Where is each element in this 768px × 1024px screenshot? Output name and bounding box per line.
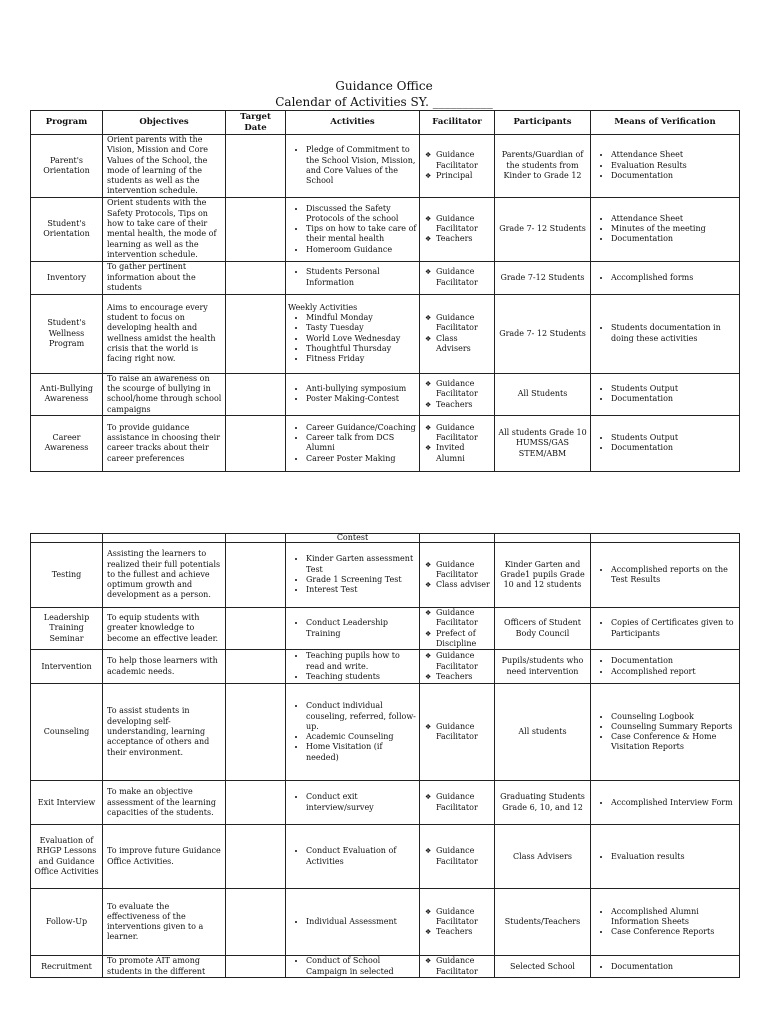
list-item: • Counseling Logbook (611, 712, 737, 722)
activities-cell (286, 261, 420, 294)
objectives-cell: To help those learners with academic needs. (103, 650, 226, 684)
program-cell: Student's Orientation (31, 197, 103, 261)
objectives-cell: To make an objective assessment of the learning capacities of the students. (103, 781, 226, 825)
activities-cell (286, 889, 420, 956)
list-item: ❖ Guidance Facilitator (436, 907, 492, 928)
activities-cell (286, 197, 420, 261)
facilitator-cell (420, 261, 495, 294)
activities-cell-list (288, 267, 417, 288)
target-date-cell (226, 608, 286, 650)
program-cell: Exit Interview (31, 781, 103, 825)
list-item: ❖ Guidance Facilitator (436, 267, 492, 288)
verification-cell-list (593, 618, 737, 639)
program-cell: Career Awareness (31, 415, 103, 471)
table-row (31, 135, 740, 198)
activities-cell-list (288, 917, 417, 927)
list-item: • Discussed the Safety Protocols of the school (306, 204, 417, 225)
list-item: ❖ Guidance Facilitator (436, 560, 492, 581)
participants-cell: Graduating Students Grade 6, 10, and 12 (495, 781, 591, 825)
activities-cell (286, 650, 420, 684)
facilitator-cell-list (422, 560, 492, 591)
verification-cell (591, 608, 740, 650)
list-item: • Accomplished Alumni Information Sheets (611, 907, 737, 928)
activities-cell-list (288, 792, 417, 813)
table-row (31, 415, 740, 471)
facilitator-cell (420, 415, 495, 471)
table-row (31, 956, 740, 978)
list-item: • Academic Counseling (306, 732, 417, 742)
facilitator-cell (420, 684, 495, 781)
list-item: • Attendance Sheet (611, 150, 737, 160)
list-item: • Anti-bullying symposium (306, 384, 417, 394)
table-row (31, 781, 740, 825)
list-item: • Career Poster Making (306, 454, 417, 464)
list-item: • Conduct exit interview/survey (306, 792, 417, 813)
target-date-cell (226, 373, 286, 415)
facilitator-cell-list (422, 722, 492, 743)
objectives-cell: To improve future Guidance Office Activities. (103, 825, 226, 889)
list-item: • Documentation (611, 443, 737, 453)
activities-cell (286, 684, 420, 781)
facilitator-cell (420, 197, 495, 261)
facilitator-cell (420, 825, 495, 889)
verification-cell (591, 956, 740, 978)
facilitator-cell-list (422, 907, 492, 938)
column-header: Objectives (103, 111, 226, 135)
table-row (31, 294, 740, 373)
list-item: ❖ Guidance Facilitator (436, 651, 492, 672)
verification-cell (591, 781, 740, 825)
verification-cell-list (593, 852, 737, 862)
target-date-cell (226, 261, 286, 294)
verification-cell-list (593, 907, 737, 938)
participants-cell: All students Grade 10 HUMSS/GAS STEM/ABM (495, 415, 591, 471)
participants-cell: Kinder Garten and Grade1 pupils Grade 10 and 12 students (495, 543, 591, 608)
table-row (31, 261, 740, 294)
objectives-cell: To assist students in developing self-understanding, learning acceptance of others and their environment. (103, 684, 226, 781)
verification-cell (591, 684, 740, 781)
verification-cell-list (593, 565, 737, 586)
list-item: ❖ Class Advisers (436, 334, 492, 355)
activities-cell-list (288, 956, 417, 977)
list-item: • Attendance Sheet (611, 214, 737, 224)
list-item: • Documentation (611, 394, 737, 404)
program-cell: Leadership Training Seminar (31, 608, 103, 650)
list-item: ❖ Teachers (436, 234, 492, 244)
objectives-cell: To raise an awareness on the scourge of bullying in school/home through school campaigns (103, 373, 226, 415)
list-item: • Students Output (611, 433, 737, 443)
facilitator-cell (420, 373, 495, 415)
activities-table-1 (30, 110, 740, 472)
verification-cell (591, 135, 740, 198)
list-item: ❖ Teachers (436, 400, 492, 410)
activities-cell (286, 415, 420, 471)
activities-cell-list (288, 145, 417, 186)
list-item: • Mindful Monday (306, 313, 417, 323)
facilitator-cell-list (422, 846, 492, 867)
table-row (31, 608, 740, 650)
facilitator-cell-list (422, 423, 492, 464)
activities-cell (286, 543, 420, 608)
target-date-cell (226, 781, 286, 825)
list-item: • Homeroom Guidance (306, 245, 417, 255)
activities-cell-list (288, 618, 417, 639)
table-row (31, 684, 740, 781)
verification-cell (591, 543, 740, 608)
list-item: • Documentation (611, 171, 737, 181)
activities-cell-list (288, 701, 417, 763)
program-cell: Recruitment (31, 956, 103, 978)
verification-cell-list (593, 384, 737, 405)
activities-cell-list (288, 204, 417, 255)
list-item: • Conduct Evaluation of Activities (306, 846, 417, 867)
participants-cell: Grade 7- 12 Students (495, 197, 591, 261)
verification-cell-list (593, 150, 737, 181)
column-header: Means of Verification (591, 111, 740, 135)
list-item: ❖ Class adviser (436, 580, 492, 590)
table-row (31, 889, 740, 956)
list-item: ❖ Principal (436, 171, 492, 181)
participants-cell: Grade 7- 12 Students (495, 294, 591, 373)
target-date-cell (226, 889, 286, 956)
column-header: Activities (286, 111, 420, 135)
table-row (31, 825, 740, 889)
facilitator-cell-list (422, 214, 492, 245)
activities-intro: Weekly Activities (288, 302, 358, 312)
list-item: • Tasty Tuesday (306, 323, 417, 333)
list-item: ❖ Guidance Facilitator (436, 150, 492, 171)
target-date-cell (226, 135, 286, 198)
verification-cell-list (593, 712, 737, 753)
objectives-cell: Orient parents with the Vision, Mission and Core Values of the School, the mode of learning of the students as well as the intervention schedule. (103, 135, 226, 198)
column-header: Facilitator (420, 111, 495, 135)
list-item: • Accomplished forms (611, 273, 737, 283)
list-item: • Home Visitation (if needed) (306, 742, 417, 763)
target-date-cell (226, 825, 286, 889)
facilitator-cell-list (422, 267, 492, 288)
list-item: • Kinder Garten assessment Test (306, 554, 417, 575)
verification-cell-list (593, 433, 737, 454)
list-item: • Tips on how to take care of their mental health (306, 224, 417, 245)
target-date-cell (226, 684, 286, 781)
facilitator-cell (420, 135, 495, 198)
program-cell: Anti-Bullying Awareness (31, 373, 103, 415)
facilitator-cell-list (422, 150, 492, 181)
objectives-cell: Aims to encourage every student to focus on developing health and wellness amidst the health crisis that the world is facing right now. (103, 294, 226, 373)
objectives-cell: To evaluate the effectiveness of the interventions given to a learner. (103, 889, 226, 956)
list-item: • Documentation (611, 656, 737, 666)
table-row (31, 543, 740, 608)
facilitator-cell-list (422, 651, 492, 682)
verification-cell-list (593, 214, 737, 245)
verification-cell-list (593, 656, 737, 677)
target-date-cell (226, 415, 286, 471)
facilitator-cell-list (422, 792, 492, 813)
program-cell: Parent's Orientation (31, 135, 103, 198)
objectives-cell: To gather pertinent information about the students (103, 261, 226, 294)
list-item: • Career talk from DCS Alumni (306, 433, 417, 454)
document-subtitle: Calendar of Activities SY. __________ (275, 95, 493, 109)
facilitator-cell-list (422, 313, 492, 354)
list-item: • Thoughtful Thursday (306, 344, 417, 354)
program-cell: Inventory (31, 261, 103, 294)
facilitator-cell (420, 608, 495, 650)
list-item: • Poster Making-Contest (306, 394, 417, 404)
facilitator-cell (420, 294, 495, 373)
list-item: • Accomplished report (611, 667, 737, 677)
list-item: • Pledge of Commitment to the School Vision, Mission, and Core Values of the School (306, 145, 417, 186)
table-row (31, 373, 740, 415)
activities-cell (286, 781, 420, 825)
participants-cell: All Students (495, 373, 591, 415)
program-cell: Follow-Up (31, 889, 103, 956)
list-item: • Interest Test (306, 585, 417, 595)
list-item: ❖ Guidance Facilitator (436, 423, 492, 444)
table-row (31, 197, 740, 261)
list-item: • Career Guidance/Coaching (306, 423, 417, 433)
list-item: • Case Conference Reports (611, 927, 737, 937)
list-item: ❖ Guidance Facilitator (436, 846, 492, 867)
list-item: • Conduct individual couseling, referred, follow-up. (306, 701, 417, 732)
activities-cell-list (288, 651, 417, 682)
facilitator-cell-list (422, 956, 492, 977)
list-item: • Individual Assessment (306, 917, 417, 927)
participants-cell: Class Advisers (495, 825, 591, 889)
list-item: • Case Conference & Home Visitation Reports (611, 732, 737, 753)
activities-cell (286, 135, 420, 198)
activities-cell-list (288, 554, 417, 595)
list-item: • Evaluation Results (611, 161, 737, 171)
list-item: • Documentation (611, 234, 737, 244)
list-item: • Minutes of the meeting (611, 224, 737, 234)
list-item: • Counseling Summary Reports (611, 722, 737, 732)
list-item: ❖ Guidance Facilitator (436, 956, 492, 977)
verification-cell (591, 889, 740, 956)
objectives-cell: To promote AIT among students in the different (103, 956, 226, 978)
facilitator-cell (420, 889, 495, 956)
list-item: ❖ Guidance Facilitator (436, 313, 492, 334)
verification-cell (591, 197, 740, 261)
list-item: • Conduct of School Campaign in selected (306, 956, 417, 977)
activities-cell (286, 956, 420, 978)
table-row (31, 534, 740, 543)
list-item: • Documentation (611, 962, 737, 972)
verification-cell-list (593, 273, 737, 283)
program-cell: Testing (31, 543, 103, 608)
program-cell: Student's Wellness Program (31, 294, 103, 373)
verification-cell (591, 825, 740, 889)
facilitator-cell-list (422, 379, 492, 410)
table-header-row (31, 111, 740, 135)
list-item: • Students Personal Information (306, 267, 417, 288)
list-item: ❖ Guidance Facilitator (436, 214, 492, 235)
activities-cell (286, 825, 420, 889)
table-row (31, 650, 740, 684)
list-item: ❖ Teachers (436, 672, 492, 682)
list-item: • Teaching pupils how to read and write. (306, 651, 417, 672)
document-title: Guidance Office (335, 79, 433, 93)
verification-cell (591, 373, 740, 415)
program-cell: Counseling (31, 684, 103, 781)
facilitator-cell (420, 543, 495, 608)
participants-cell: Grade 7-12 Students (495, 261, 591, 294)
verification-cell (591, 650, 740, 684)
verification-cell (591, 294, 740, 373)
list-item: ❖ Teachers (436, 927, 492, 937)
program-cell: Evaluation of RHGP Lessons and Guidance Office Activities (31, 825, 103, 889)
list-item: • Evaluation results (611, 852, 737, 862)
activities-cell (286, 608, 420, 650)
list-item: • Students documentation in doing these activities (611, 323, 737, 344)
verification-cell-list (593, 962, 737, 972)
list-item: ❖ Guidance Facilitator (436, 722, 492, 743)
facilitator-cell-list (422, 608, 492, 649)
continued-activity: Contest (286, 534, 420, 543)
column-header: Target Date (226, 111, 286, 135)
list-item: • Fitness Friday (306, 354, 417, 364)
verification-cell-list (593, 798, 737, 808)
participants-cell: All students (495, 684, 591, 781)
activities-cell (286, 294, 420, 373)
facilitator-cell (420, 956, 495, 978)
participants-cell: Selected School (495, 956, 591, 978)
objectives-cell: To provide guidance assistance in choosing their career tracks about their career preferences (103, 415, 226, 471)
verification-cell (591, 261, 740, 294)
target-date-cell (226, 294, 286, 373)
activities-cell (286, 373, 420, 415)
verification-cell-list (593, 323, 737, 344)
target-date-cell (226, 956, 286, 978)
list-item: ❖ Guidance Facilitator (436, 608, 492, 629)
target-date-cell (226, 650, 286, 684)
list-item: • Teaching students (306, 672, 417, 682)
list-item: • Copies of Certificates given to Participants (611, 618, 737, 639)
activities-table-2 (30, 533, 740, 978)
participants-cell: Pupils/students who need intervention (495, 650, 591, 684)
activities-cell-list (288, 423, 417, 464)
list-item: • Grade 1 Screening Test (306, 575, 417, 585)
objectives-cell: Orient students with the Safety Protocols, Tips on how to take care of their mental health, the mode of learning as well as the intervention schedule. (103, 197, 226, 261)
column-header: Program (31, 111, 103, 135)
list-item: • Accomplished reports on the Test Results (611, 565, 737, 586)
list-item: ❖ Guidance Facilitator (436, 792, 492, 813)
participants-cell: Students/Teachers (495, 889, 591, 956)
target-date-cell (226, 197, 286, 261)
list-item: • Accomplished Interview Form (611, 798, 737, 808)
list-item: ❖ Guidance Facilitator (436, 379, 492, 400)
list-item: ❖ Prefect of Discipline (436, 629, 492, 650)
facilitator-cell (420, 781, 495, 825)
verification-cell (591, 415, 740, 471)
list-item: • Students Output (611, 384, 737, 394)
program-cell: Intervention (31, 650, 103, 684)
activities-cell-list (288, 313, 417, 364)
participants-cell: Officers of Student Body Council (495, 608, 591, 650)
objectives-cell: To equip students with greater knowledge to become an effective leader. (103, 608, 226, 650)
facilitator-cell (420, 650, 495, 684)
activities-cell-list (288, 384, 417, 405)
objectives-cell: Assisting the learners to realized their full potentials to the fullest and achieve optimum growth and development as a person. (103, 543, 226, 608)
list-item: • Conduct Leadership Training (306, 618, 417, 639)
activities-cell-list (288, 846, 417, 867)
target-date-cell (226, 543, 286, 608)
list-item: • World Love Wednesday (306, 334, 417, 344)
column-header: Participants (495, 111, 591, 135)
list-item: ❖ Invited Alumni (436, 443, 492, 464)
participants-cell: Parents/Guardian of the students from Kinder to Grade 12 (495, 135, 591, 198)
